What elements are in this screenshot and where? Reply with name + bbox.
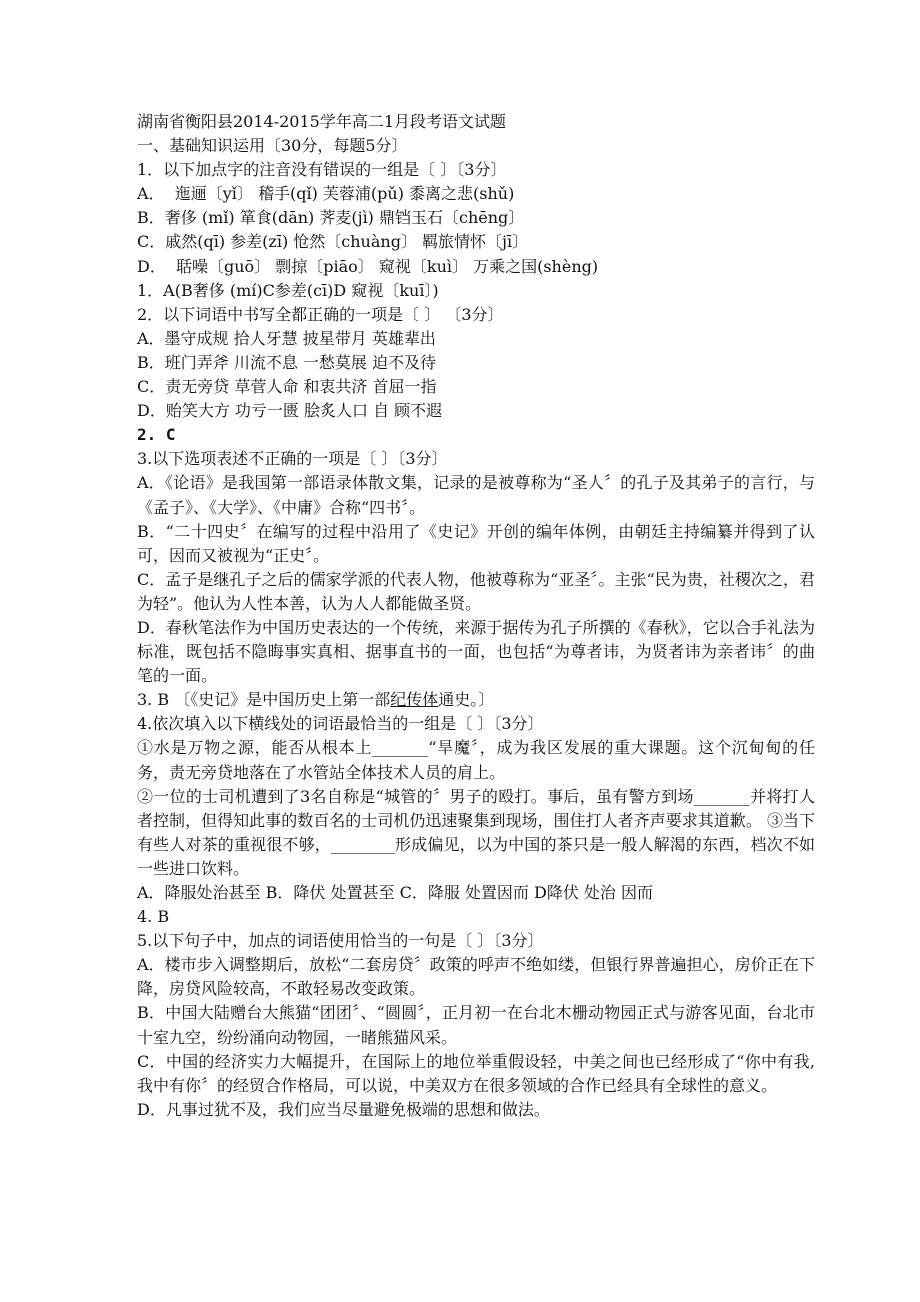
question-5-option-d: D．凡事过犹不及，我们应当尽量避免极端的思想和做法。 [137, 1099, 550, 1119]
question-1-option-a: A． 迤逦〔yǐ〕 稽手(qǐ) 芙蓉浦(pǔ) 黍离之悲(shǔ) [137, 184, 515, 204]
question-2-stem: 2．以下词语中书写全都正确的一项是〔 〕 〔3分〕 [137, 304, 504, 324]
question-1-option-c: C．戚然(qī) 参差(zī) 怆然〔chuàng〕 羁旅情怀〔jī〕 [137, 232, 529, 252]
question-4-answer: 4. B [137, 907, 170, 927]
question-3-answer-suffix: 通史。〕 [438, 690, 495, 710]
question-5-option-c: C．中国的经济实力大幅提升，在国际上的地位举重假设轻，中美之间也已经形成了“你中有我,我中有你〞的经贸合作格局，可以说，中美双方在很多领域的合作已经具有全球性的意义。 [137, 1051, 815, 1095]
question-3-stem: 3.以下选项表述不正确的一项是〔 〕〔3分〕 [137, 449, 448, 469]
question-4-passage-2: ②一位的士司机遭到了3名自称是“城管的〞男子的殴打。事后，虽有警方到场_______并将打人者控制，但得知此事的数百名的士司机仍迅速聚集到现场，围住打人者齐声要求其道歉。 ③当下有些人对茶的重视很不够，________形成偏见，以为中国的茶只是一般人解渴的东西，档次不如一些进口饮料。 [137, 786, 815, 878]
question-4-stem: 4.依次填入以下横线处的词语最恰当的一组是〔 〕〔3分〕 [137, 714, 544, 734]
question-3-answer-underlined-term: 纪传体 [390, 690, 439, 710]
question-2-option-b: B．班门弄斧 川流不息 一愁莫展 迫不及待 [137, 352, 437, 372]
question-3-option-b: B．“二十四史〞在编写的过程中沿用了《史记》开创的编年体例，由朝廷主持编纂并得到了认可，因而又被视为“正史〞。 [137, 521, 815, 565]
section-heading: 一、基础知识运用〔30分，每题5分〕 [137, 136, 408, 156]
question-3-option-c: C．孟子是继孔子之后的儒家学派的代表人物，他被尊称为“亚圣〞。主张“民为贵，社稷次之，君为轻”。他认为人性本善，认为人人都能做圣贤。 [137, 569, 815, 613]
question-1-stem: 1．以下加点字的注音没有错误的一组是〔 〕〔3分〕 [137, 160, 507, 180]
document-title: 湖南省衡阳县2014-2015学年高二1月段考语文试题 [137, 112, 507, 131]
question-1-option-d: D． 聒噪〔guō〕 剽掠〔piāo〕 窥视〔kuì〕 万乘之国(shèng) [137, 256, 599, 276]
question-2-answer: 2. C [137, 425, 176, 445]
question-4-passage-1: ①水是万物之源，能否从根本上_______“旱魔〞，成为我区发展的重大课题。这个沉甸甸的任务，责无旁贷地落在了水管站全体技术人员的肩上。 [137, 738, 815, 782]
exam-document [137, 110, 815, 1122]
question-4-options: A．降服处治甚至 B．降伏 处置甚至 C．降服 处置因而 D降伏 处治 因而 [137, 883, 653, 902]
question-5-option-b: B．中国大陆赠台大熊猫“团团〞、“圆圆〞，正月初一在台北木栅动物园正式与游客见面，台北市十室九空，纷纷涌向动物园，一睹熊猫风采。 [137, 1003, 815, 1047]
question-3-option-a: A．《论语》是我国第一部语录体散文集，记录的是被尊称为“圣人〞的孔子及其弟子的言行，与《孟子》、《大学》、《中庸》合称“四书〞。 [137, 473, 815, 517]
question-2-option-d: D．贻笑大方 功亏一匮 脍炙人口 自 顾不遐 [137, 401, 443, 421]
question-5-stem: 5.以下句子中，加点的词语使用恰当的一句是〔 〕〔3分〕 [137, 931, 544, 951]
question-3-option-d: D．春秋笔法作为中国历史表达的一个传统，来源于据传为孔子所撰的《春秋》，它以合手礼法为标准，既包括不隐晦事实真相、据事直书的一面，也包括“为尊者讳，为贤者讳为亲者讳〞的曲笔的一面。 [137, 617, 815, 686]
question-3-answer [137, 688, 815, 712]
question-1-option-b: B．奢侈 (mǐ) 箪食(dān) 荠麦(jì) 鼎铛玉石〔chēng〕 [137, 208, 525, 228]
question-2-option-a: A．墨守成规 拾人牙慧 披星带月 英雄辈出 [137, 328, 436, 348]
question-1-answer: 1．A(B奢侈 (mí)C参差(cī)D 窥视〔kuī〕) [137, 280, 439, 300]
question-2-option-c: C．责无旁贷 草菅人命 和衷共济 首屈一指 [137, 377, 437, 397]
question-3-answer-prefix: 3. B 〔《史记》是中国历史上第一部 [137, 690, 391, 710]
question-5-option-a: A．楼市步入调整期后，放松“二套房贷〞政策的呼声不绝如缕，但银行界普遍担心，房价正在下降，房贷风险较高，不敢轻易改变政策。 [137, 955, 815, 999]
